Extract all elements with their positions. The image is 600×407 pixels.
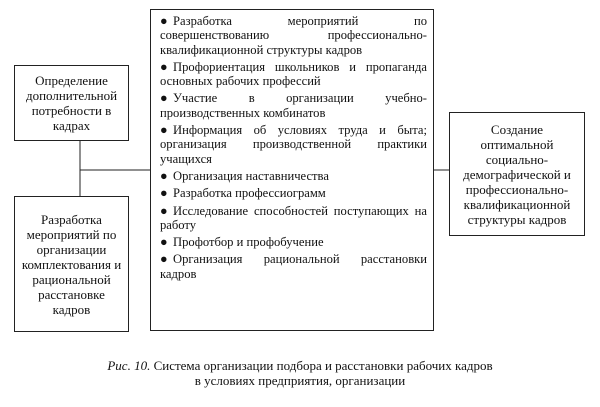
staffing-measures-text: Разработка мероприятий по организации комплектования и рациональной расстановке кадров [21, 211, 122, 317]
activity-text: Организация рациональной расстановки кадров [160, 252, 427, 281]
caption-line-2: в условиях предприятия, организации [194, 373, 406, 388]
activity-item [160, 186, 427, 200]
optimal-structure-box [449, 112, 585, 236]
bullet-icon: ● [160, 14, 168, 28]
activity-text: Разработка мероприятий по совершенствованию профессионально-квалификационной структуры кадров [160, 14, 427, 57]
figure-label: Рис. 10. [107, 358, 151, 373]
activity-item [160, 235, 427, 249]
optimal-structure-text: Создание оптимальной социально-демографической и профессионально-квалификационной структуры кадров [463, 121, 571, 227]
activity-item [160, 60, 427, 89]
activity-item [160, 169, 427, 183]
activity-text: Информация об условиях труда и быта; организация производственной практики учащихся [160, 123, 427, 166]
activity-text: Разработка профессиограмм [173, 186, 326, 201]
bullet-icon: ● [160, 123, 168, 138]
bullet-icon: ● [160, 252, 168, 267]
bullet-icon: ● [160, 168, 168, 183]
caption-line-1: Система организации подбора и расстановки рабочих кадров [153, 358, 493, 373]
activity-text: Исследование способностей поступающих на работу [160, 203, 427, 232]
bullet-icon: ● [160, 235, 168, 250]
activities-box [150, 9, 434, 331]
bullet-icon: ● [160, 91, 168, 106]
bullet-icon: ● [160, 59, 168, 74]
activity-item [160, 91, 427, 120]
activity-item [160, 123, 427, 166]
activity-item [160, 252, 427, 281]
figure-caption [0, 358, 600, 388]
activity-text: Профориентация школьников и пропаганда основных рабочих профессий [160, 59, 427, 89]
activity-text: Организация наставничества [173, 168, 329, 183]
staffing-measures-box [14, 196, 129, 332]
bullet-icon: ● [160, 186, 168, 201]
activities-list [160, 14, 427, 281]
activity-text: Профотбор и профобучение [173, 235, 324, 250]
need-assessment-box [14, 65, 129, 141]
activity-text: Участие в организации учебно-производственных комбинатов [160, 91, 427, 120]
need-assessment-text: Определение дополнительной потребности в кадрах [25, 73, 118, 133]
bullet-icon: ● [160, 203, 168, 218]
activity-item [160, 14, 427, 57]
activity-item [160, 204, 427, 233]
